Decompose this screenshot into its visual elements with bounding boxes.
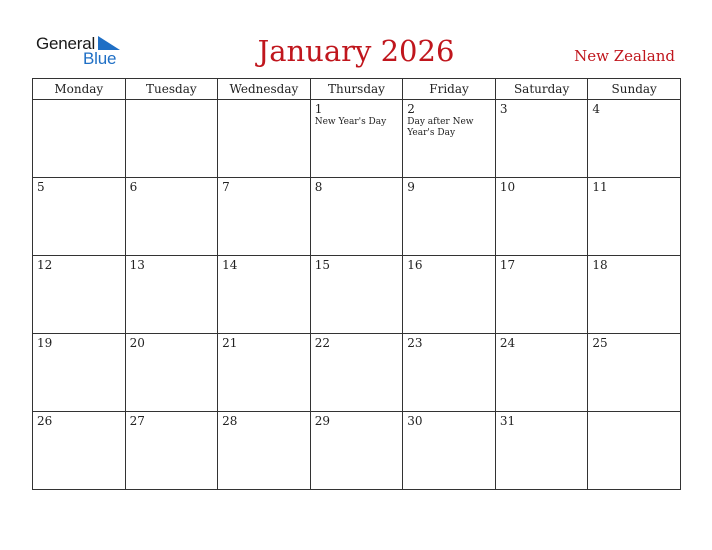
weekday-header-row bbox=[33, 79, 681, 100]
day-number: 12 bbox=[37, 258, 53, 272]
day-number: 11 bbox=[592, 180, 608, 194]
weekday-header: Monday bbox=[33, 79, 126, 100]
day-number: 27 bbox=[129, 414, 145, 428]
calendar-day-cell bbox=[125, 334, 218, 412]
country-label: New Zealand bbox=[574, 47, 675, 65]
calendar-day-cell bbox=[310, 334, 403, 412]
calendar-week-row bbox=[33, 100, 681, 178]
day-number: 15 bbox=[314, 258, 330, 272]
calendar-day-cell bbox=[218, 178, 311, 256]
day-number: 24 bbox=[499, 336, 516, 350]
day-number: 31 bbox=[499, 414, 516, 428]
calendar-week-row bbox=[33, 334, 681, 412]
weekday-header: Sunday bbox=[588, 79, 681, 100]
calendar-day-cell bbox=[125, 412, 218, 490]
weekday-header: Friday bbox=[403, 79, 496, 100]
calendar-day-cell bbox=[495, 178, 588, 256]
day-number: 9 bbox=[407, 180, 415, 194]
holiday-label: Day after New Year's Day bbox=[407, 117, 474, 138]
calendar-day-cell bbox=[495, 334, 588, 412]
weekday-header: Saturday bbox=[495, 79, 588, 100]
calendar-body bbox=[33, 100, 681, 490]
day-number: 16 bbox=[407, 258, 423, 272]
holiday-label: New Year's Day bbox=[314, 117, 387, 127]
day-number: 30 bbox=[407, 414, 423, 428]
calendar-day-cell bbox=[588, 334, 681, 412]
day-number: 13 bbox=[129, 258, 145, 272]
calendar-day-cell bbox=[310, 178, 403, 256]
calendar-day-cell bbox=[33, 334, 126, 412]
calendar-day-cell bbox=[33, 256, 126, 334]
calendar-day-cell bbox=[33, 412, 126, 490]
day-number: 18 bbox=[592, 258, 608, 272]
calendar-day-cell bbox=[588, 412, 681, 490]
calendar-day-cell bbox=[495, 412, 588, 490]
calendar-day-cell bbox=[403, 334, 496, 412]
calendar-day-cell bbox=[495, 100, 588, 178]
day-number: 20 bbox=[129, 336, 145, 350]
day-number: 22 bbox=[314, 336, 330, 350]
calendar-day-cell bbox=[310, 256, 403, 334]
logo-text-general: General bbox=[36, 34, 96, 53]
day-number: 23 bbox=[407, 336, 423, 350]
calendar-day-cell bbox=[310, 412, 403, 490]
calendar-day-cell bbox=[588, 256, 681, 334]
day-number: 29 bbox=[314, 414, 330, 428]
day-number: 25 bbox=[592, 336, 608, 350]
calendar-week-row bbox=[33, 412, 681, 490]
calendar-day-cell bbox=[495, 256, 588, 334]
day-number: 8 bbox=[314, 180, 323, 194]
calendar-day-cell bbox=[125, 256, 218, 334]
logo-text-blue: Blue bbox=[83, 49, 117, 68]
calendar-day-cell bbox=[33, 100, 126, 178]
day-number: 17 bbox=[499, 258, 516, 272]
calendar-day-cell bbox=[403, 256, 496, 334]
day-number: 10 bbox=[499, 180, 516, 194]
day-number: 3 bbox=[499, 102, 508, 116]
day-number: 5 bbox=[37, 180, 45, 194]
calendar-day-cell bbox=[33, 178, 126, 256]
day-number: 28 bbox=[222, 414, 238, 428]
calendar-day-cell bbox=[588, 100, 681, 178]
calendar-title: January 2026 bbox=[257, 34, 455, 68]
calendar-week-row bbox=[33, 178, 681, 256]
calendar-day-cell bbox=[403, 100, 496, 178]
calendar-week-row bbox=[33, 256, 681, 334]
calendar-day-cell bbox=[218, 256, 311, 334]
day-number: 26 bbox=[37, 414, 53, 428]
day-number: 2 bbox=[407, 102, 415, 116]
calendar-day-cell bbox=[403, 412, 496, 490]
calendar-day-cell bbox=[310, 100, 403, 178]
day-number: 7 bbox=[222, 180, 230, 194]
weekday-header: Wednesday bbox=[218, 79, 311, 100]
day-number: 4 bbox=[592, 102, 601, 116]
calendar-grid bbox=[32, 78, 681, 490]
day-number: 6 bbox=[129, 180, 138, 194]
calendar-day-cell bbox=[125, 178, 218, 256]
weekday-header: Tuesday bbox=[125, 79, 218, 100]
calendar-day-cell bbox=[125, 100, 218, 178]
day-number: 19 bbox=[37, 336, 53, 350]
calendar-day-cell bbox=[588, 178, 681, 256]
calendar-day-cell bbox=[218, 100, 311, 178]
calendar-day-cell bbox=[218, 412, 311, 490]
day-number: 21 bbox=[222, 336, 238, 350]
calendar-day-cell bbox=[403, 178, 496, 256]
day-number: 14 bbox=[222, 258, 238, 272]
day-number: 1 bbox=[314, 102, 323, 116]
weekday-header: Thursday bbox=[310, 79, 403, 100]
calendar-day-cell bbox=[218, 334, 311, 412]
